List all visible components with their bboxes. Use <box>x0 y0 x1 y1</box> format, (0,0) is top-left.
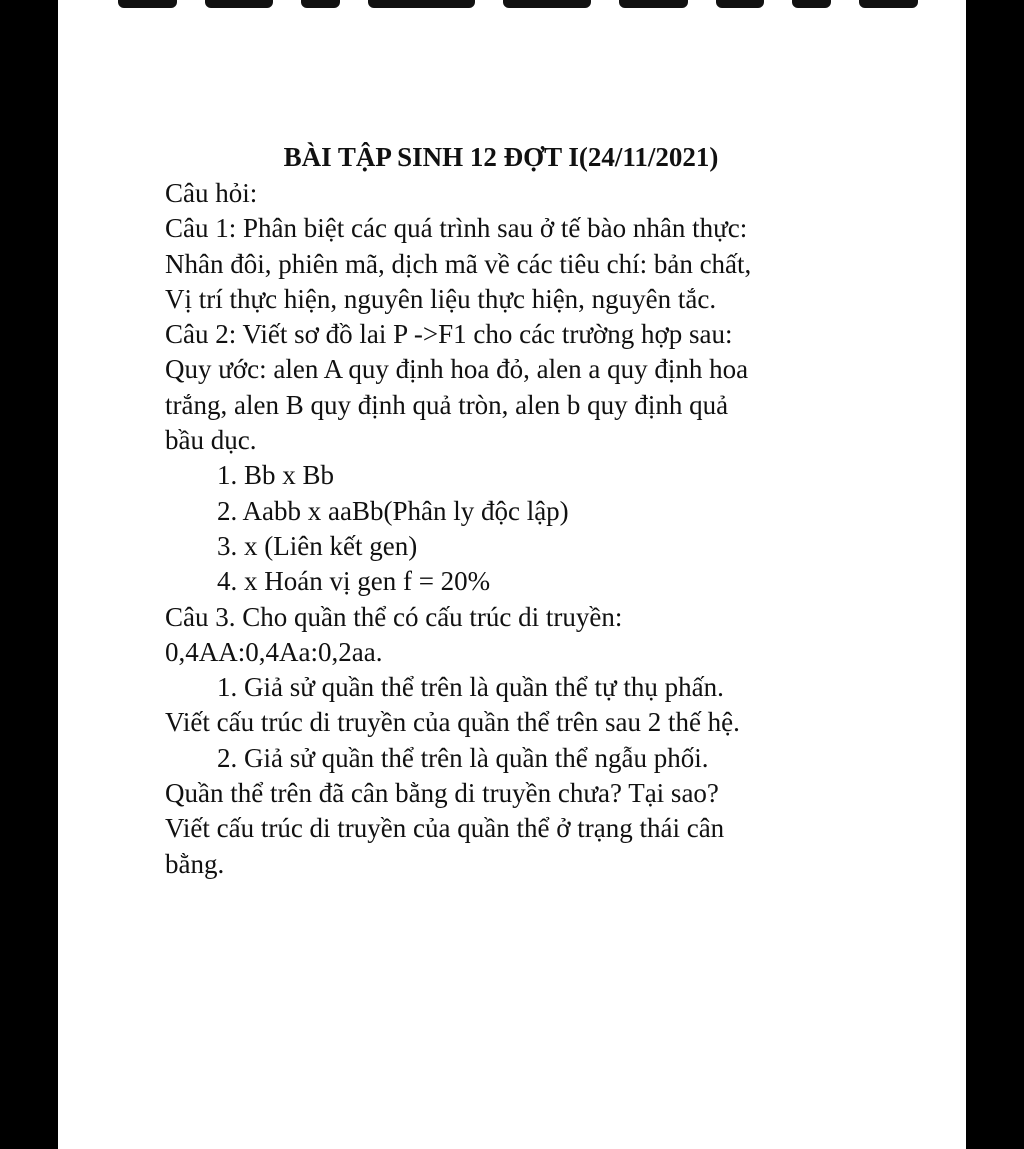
text-line: Câu 2: Viết sơ đồ lai P ->F1 cho các trường hợp sau: <box>165 319 733 350</box>
text-line: Câu hỏi: <box>165 178 258 208</box>
text-line: bằng. <box>165 848 225 879</box>
text-line: Câu 3. Cho quần thể có cấu trúc di truyền: <box>165 601 623 632</box>
text-line: trắng, alen B quy định quả tròn, alen b quy định quả <box>165 389 729 420</box>
cropped-heading-fragment <box>118 0 918 8</box>
text-line: Viết cấu trúc di truyền của quần thể ở trạng thái cân <box>165 813 725 844</box>
text-line: 1. Bb x Bb <box>217 460 335 491</box>
text-line: 0,4AA:0,4Aa:0,2aa. <box>165 636 383 667</box>
document-lines <box>165 176 955 882</box>
text-line: Quy ước: alen A quy định hoa đỏ, alen a quy định hoa <box>165 354 749 385</box>
text-line: 2. Aabb x aaBb(Phân ly độc lập) <box>217 495 569 526</box>
text-line: Quần thể trên đã cân bằng di truyền chưa? Tại sao? <box>165 778 719 809</box>
text-line: Câu 1: Phân biệt các quá trình sau ở tế bào nhân thực: <box>165 213 748 244</box>
text-line: Viết cấu trúc di truyền của quần thể trên sau 2 thế hệ. <box>165 707 740 738</box>
text-line: 1. Giả sử quần thể trên là quần thể tự thụ phấn. <box>217 672 724 703</box>
document-title: BÀI TẬP SINH 12 ĐỢT I(24/11/2021) <box>283 142 719 172</box>
document-page <box>58 0 966 1149</box>
text-line: 4. x Hoán vị gen f = 20% <box>217 566 491 597</box>
text-line: Vị trí thực hiện, nguyên liệu thực hiện, nguyên tắc. <box>165 283 717 314</box>
text-line: 2. Giả sử quần thể trên là quần thể ngẫu phối. <box>217 742 709 773</box>
text-line: 3. x (Liên kết gen) <box>217 530 418 561</box>
text-line: bầu dục. <box>165 425 257 456</box>
text-line: Nhân đôi, phiên mã, dịch mã về các tiêu chí: bản chất, <box>165 248 752 279</box>
document-body <box>165 140 955 882</box>
